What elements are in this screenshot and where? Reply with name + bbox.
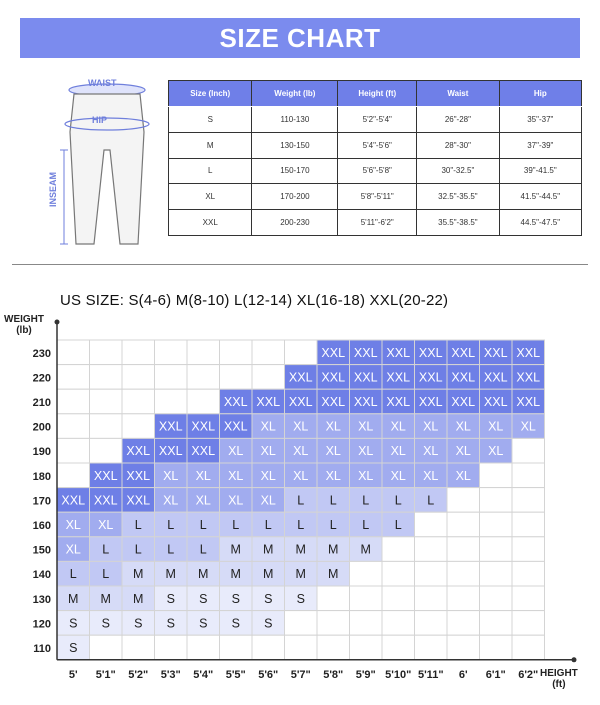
grid-size-label: L <box>199 518 207 532</box>
grid-size-label: XL <box>195 468 211 483</box>
grid-cell <box>350 586 383 611</box>
grid-size-label: XXL <box>386 370 411 385</box>
grid-size-label: M <box>328 542 339 557</box>
grid-cell <box>90 389 123 414</box>
grid-size-label: S <box>166 591 175 606</box>
height-tick-label: 6' <box>458 668 468 681</box>
grid-size-label: XL <box>358 444 374 459</box>
grid-cell <box>122 365 155 390</box>
height-tick-label: 5'2" <box>128 668 149 681</box>
grid-size-label: XXL <box>126 468 151 483</box>
grid-cell <box>415 512 448 537</box>
table-cell: 26"-28" <box>417 107 499 133</box>
grid-size-label: XL <box>195 493 211 508</box>
grid-size-label: XL <box>228 468 244 483</box>
grid-size-label: M <box>100 591 111 606</box>
grid-size-label: L <box>102 567 110 582</box>
grid-size-label: L <box>102 542 110 557</box>
banner-title: SIZE CHART <box>219 22 381 53</box>
grid-size-label: XXL <box>451 370 476 385</box>
grid-size-label: XXL <box>256 395 281 409</box>
grid-size-label: XXL <box>516 395 541 409</box>
weight-tick-label: 150 <box>32 544 51 557</box>
grid-size-label: XXL <box>191 444 216 459</box>
weight-tick-label: 110 <box>33 643 51 655</box>
grid-size-label: XL <box>423 468 439 483</box>
height-tick-label: 5' <box>68 668 78 681</box>
grid-size-label: XL <box>228 493 244 508</box>
grid-size-label: XL <box>423 444 439 459</box>
grid-size-label: L <box>394 518 402 532</box>
table-cell: 32.5"-35.5" <box>417 184 499 210</box>
table-cell: 200-230 <box>252 210 338 236</box>
grid-size-label: L <box>232 518 240 532</box>
grid-cell <box>122 340 155 365</box>
table-cell: 110-130 <box>252 107 338 133</box>
grid-size-label: M <box>360 542 371 557</box>
table-cell: 35"-37" <box>499 107 581 133</box>
grid-cell <box>480 586 513 611</box>
weight-tick-label: 140 <box>32 569 51 582</box>
x-axis-endpoint <box>572 657 577 662</box>
grid-size-label: S <box>69 616 78 631</box>
height-tick-label: 6'1" <box>485 668 506 681</box>
grid-size-label: XXL <box>126 444 151 459</box>
grid-cell <box>415 537 448 562</box>
table-cell: 150-170 <box>252 158 338 184</box>
grid-size-label: XL <box>455 419 471 434</box>
height-tick-label: 5'6" <box>258 668 279 681</box>
grid-cell <box>382 537 415 562</box>
grid-size-label: XL <box>163 468 179 483</box>
grid-cell <box>447 537 480 562</box>
grid-cell <box>480 635 513 660</box>
grid-cell <box>415 635 448 660</box>
grid-size-label: XL <box>455 468 471 483</box>
grid-size-label: XL <box>358 468 374 483</box>
grid-size-label: XXL <box>353 345 378 360</box>
grid-size-label: M <box>295 542 306 557</box>
grid-size-label: L <box>362 493 370 508</box>
table-cell: XXL <box>169 210 252 236</box>
grid-cell <box>220 365 253 390</box>
grid-size-label: XL <box>260 419 276 434</box>
height-tick-label: 5'3" <box>160 668 181 681</box>
table-cell: 28"-30" <box>417 132 499 158</box>
y-axis-title-line2: (lb) <box>16 325 32 336</box>
grid-size-label: S <box>264 591 273 606</box>
grid-cell <box>447 586 480 611</box>
grid-cell <box>285 611 318 636</box>
grid-cell <box>57 389 90 414</box>
table-cell: 5'6"-5'8" <box>338 158 417 184</box>
grid-cell <box>285 635 318 660</box>
grid-size-label: S <box>199 591 208 606</box>
grid-cell <box>252 365 285 390</box>
grid-cell <box>512 586 545 611</box>
x-axis-title-line1: HEIGHT <box>540 668 578 679</box>
grid-size-label: XXL <box>321 345 346 360</box>
header-weight: Weight (lb) <box>252 81 338 107</box>
grid-cell <box>512 512 545 537</box>
hip-label: HIP <box>92 115 108 125</box>
grid-cell <box>480 512 513 537</box>
grid-size-label: M <box>263 567 274 582</box>
grid-size-label: M <box>230 542 241 557</box>
grid-size-label: S <box>166 616 175 631</box>
grid-cell <box>480 611 513 636</box>
grid-cell <box>122 635 155 660</box>
grid-size-label: M <box>133 567 144 582</box>
grid-cell <box>57 463 90 488</box>
grid-size-label: XXL <box>386 345 411 360</box>
grid-size-label: M <box>198 567 209 582</box>
waist-label: WAIST <box>88 78 117 88</box>
grid-size-label: L <box>329 518 337 532</box>
grid-size-label: S <box>199 616 208 631</box>
grid-cell <box>252 635 285 660</box>
height-tick-label: 5'10" <box>385 668 412 681</box>
grid-cell <box>155 365 188 390</box>
grid-size-label: L <box>167 542 175 557</box>
grid-cell <box>512 463 545 488</box>
header-height: Height (ft) <box>338 81 417 107</box>
grid-size-label: XXL <box>483 395 508 409</box>
grid-cell <box>285 340 318 365</box>
grid-cell <box>122 389 155 414</box>
grid-size-label: M <box>165 567 176 582</box>
table-cell: 5'11"-6'2" <box>338 210 417 236</box>
grid-size-label: XL <box>65 542 81 557</box>
table-cell: 44.5"-47.5" <box>499 210 581 236</box>
grid-size-label: L <box>167 518 175 532</box>
grid-size-label: XXL <box>451 345 476 360</box>
grid-size-label: XXL <box>483 345 508 360</box>
grid-cell <box>252 340 285 365</box>
grid-size-label: XL <box>455 444 471 459</box>
weight-tick-label: 170 <box>32 495 51 508</box>
grid-size-label: XXL <box>61 493 86 508</box>
weight-tick-label: 210 <box>32 397 51 409</box>
grid-cell <box>90 635 123 660</box>
height-tick-label: 5'4" <box>193 668 214 681</box>
grid-cell <box>415 611 448 636</box>
grid-size-label: XXL <box>386 395 411 409</box>
grid-size-label: XXL <box>418 370 443 385</box>
grid-cell <box>447 611 480 636</box>
grid-cell <box>187 340 220 365</box>
grid-cell <box>317 611 350 636</box>
grid-cell <box>220 635 253 660</box>
grid-size-label: S <box>296 591 305 606</box>
grid-cell <box>90 340 123 365</box>
grid-size-label: XL <box>163 493 179 508</box>
height-tick-label: 5'7" <box>290 668 311 681</box>
grid-size-label: XL <box>293 444 309 459</box>
grid-cell <box>447 635 480 660</box>
grid-size-label: XXL <box>353 395 378 409</box>
grid-cell <box>57 340 90 365</box>
header-waist: Waist <box>417 81 499 107</box>
grid-size-label: M <box>295 567 306 582</box>
weight-tick-label: 220 <box>32 372 51 385</box>
height-tick-label: 5'1" <box>95 668 116 681</box>
grid-size-label: XL <box>423 419 439 434</box>
grid-cell <box>382 635 415 660</box>
grid-size-label: XL <box>293 468 309 483</box>
table-cell: XL <box>169 184 252 210</box>
grid-cell <box>480 537 513 562</box>
table-cell: 39"-41.5" <box>499 158 581 184</box>
weight-tick-label: 130 <box>32 593 51 606</box>
grid-size-label: S <box>101 616 110 631</box>
grid-size-label: XL <box>488 444 504 459</box>
height-tick-label: 5'8" <box>323 668 344 681</box>
table-cell: 37"-39" <box>499 132 581 158</box>
grid-cell <box>90 438 123 463</box>
grid-cell <box>447 561 480 586</box>
grid-size-label: M <box>263 542 274 557</box>
grid-size-label: XL <box>325 468 341 483</box>
grid-size-label: XXL <box>288 395 313 409</box>
grid-size-label: S <box>69 641 78 655</box>
grid-size-label: XXL <box>191 419 216 434</box>
grid-cell <box>512 611 545 636</box>
grid-size-label: XL <box>260 444 276 459</box>
grid-size-label: XL <box>325 444 341 459</box>
grid-cell <box>220 340 253 365</box>
grid-size-label: XL <box>65 518 81 532</box>
grid-size-label: M <box>133 591 144 606</box>
grid-cell <box>480 488 513 513</box>
grid-size-label: M <box>328 567 339 582</box>
grid-size-label: XL <box>325 419 341 434</box>
grid-cell <box>415 586 448 611</box>
grid-size-label: XXL <box>158 444 183 459</box>
grid-cell <box>512 561 545 586</box>
table-cell: 30"-32.5" <box>417 158 499 184</box>
y-axis-title-line1: WEIGHT <box>4 314 44 325</box>
grid-cell <box>155 635 188 660</box>
grid-size-label: S <box>264 616 273 631</box>
header-hip: Hip <box>499 81 581 107</box>
grid-size-label: XXL <box>418 345 443 360</box>
grid-cell <box>57 365 90 390</box>
grid-size-label: XL <box>358 419 374 434</box>
grid-cell <box>512 488 545 513</box>
y-axis-endpoint <box>55 320 60 325</box>
grid-cell <box>382 611 415 636</box>
grid-size-label: L <box>329 493 337 508</box>
grid-cell <box>122 414 155 439</box>
height-tick-label: 5'11" <box>417 668 444 681</box>
grid-size-label: S <box>231 616 240 631</box>
grid-size-label: XXL <box>223 395 248 409</box>
grid-size-label: XXL <box>93 468 118 483</box>
grid-size-label: L <box>362 518 370 532</box>
grid-cell <box>447 512 480 537</box>
grid-size-label: XL <box>488 419 504 434</box>
grid-size-label: M <box>68 591 79 606</box>
grid-cell <box>480 561 513 586</box>
grid-cell <box>57 438 90 463</box>
grid-cell <box>350 611 383 636</box>
table-cell: 35.5"-38.5" <box>417 210 499 236</box>
grid-size-label: L <box>297 518 305 532</box>
grid-cell <box>382 586 415 611</box>
grid-cell <box>317 586 350 611</box>
grid-size-label: L <box>264 518 272 532</box>
table-cell: M <box>169 132 252 158</box>
grid-size-label: XL <box>260 493 276 508</box>
grid-cell <box>512 635 545 660</box>
grid-cell <box>382 561 415 586</box>
grid-size-label: XXL <box>288 370 313 385</box>
grid-size-label: XXL <box>418 395 443 409</box>
table-cell: L <box>169 158 252 184</box>
height-tick-label: 6'2" <box>518 668 539 681</box>
table-cell: S <box>169 107 252 133</box>
grid-cell <box>187 365 220 390</box>
grid-size-label: XXL <box>223 419 248 434</box>
grid-cell <box>90 414 123 439</box>
grid-size-label: L <box>69 567 77 582</box>
grid-cell <box>90 365 123 390</box>
grid-cell <box>57 414 90 439</box>
grid-size-label: XL <box>520 419 536 434</box>
grid-cell <box>512 537 545 562</box>
inseam-label: INSEAM <box>48 172 58 208</box>
grid-cell <box>480 463 513 488</box>
grid-size-label: L <box>134 518 142 532</box>
table-cell: 170-200 <box>252 184 338 210</box>
grid-cell <box>350 561 383 586</box>
grid-size-label: XL <box>390 444 406 459</box>
height-tick-label: 5'5" <box>225 668 246 681</box>
header-size: Size (Inch) <box>169 81 252 107</box>
table-cell: 41.5"-44.5" <box>499 184 581 210</box>
grid-size-label: XXL <box>93 493 118 508</box>
table-cell: 5'2"-5'4" <box>338 107 417 133</box>
grid-size-label: XL <box>98 518 114 532</box>
grid-cell <box>447 488 480 513</box>
grid-size-label: L <box>297 493 305 508</box>
grid-size-label: S <box>231 591 240 606</box>
us-size-legend: US SIZE: S(4-6) M(8-10) L(12-14) XL(16-18) XXL(20-22) <box>60 292 449 309</box>
weight-tick-label: 120 <box>32 618 51 631</box>
height-tick-label: 5'9" <box>355 668 376 681</box>
grid-size-label: XXL <box>516 370 541 385</box>
grid-size-label: XL <box>228 444 244 459</box>
grid-cell <box>350 635 383 660</box>
grid-size-label: XXL <box>321 370 346 385</box>
grid-cell <box>155 340 188 365</box>
weight-tick-label: 180 <box>32 470 51 483</box>
weight-tick-label: 230 <box>32 347 51 360</box>
grid-cell <box>155 389 188 414</box>
grid-size-label: XXL <box>353 370 378 385</box>
grid-cell <box>187 389 220 414</box>
grid-cell <box>415 561 448 586</box>
grid-size-label: XXL <box>321 395 346 409</box>
grid-size-label: M <box>230 567 241 582</box>
grid-size-label: S <box>134 616 143 631</box>
grid-size-label: XXL <box>451 395 476 409</box>
grid-size-label: XXL <box>126 493 151 508</box>
table-cell: 130-150 <box>252 132 338 158</box>
weight-tick-label: 200 <box>32 421 51 434</box>
grid-cell <box>187 635 220 660</box>
weight-tick-label: 190 <box>32 446 51 459</box>
grid-size-label: XXL <box>158 419 183 434</box>
grid-cell <box>317 635 350 660</box>
grid-size-label: L <box>199 542 207 557</box>
grid-size-label: XXL <box>483 370 508 385</box>
grid-size-label: XL <box>293 419 309 434</box>
grid-size-label: L <box>134 542 142 557</box>
grid-cell <box>512 438 545 463</box>
grid-size-label: XL <box>390 419 406 434</box>
grid-size-label: XXL <box>516 345 541 360</box>
grid-size-label: XL <box>260 468 276 483</box>
grid-size-label: L <box>394 493 402 508</box>
grid-size-label: XL <box>390 468 406 483</box>
x-axis-title-line2: (ft) <box>552 679 566 690</box>
grid-size-label: L <box>427 493 435 508</box>
table-cell: 5'4"-5'6" <box>338 132 417 158</box>
table-cell: 5'8"-5'11" <box>338 184 417 210</box>
weight-tick-label: 160 <box>32 520 51 532</box>
